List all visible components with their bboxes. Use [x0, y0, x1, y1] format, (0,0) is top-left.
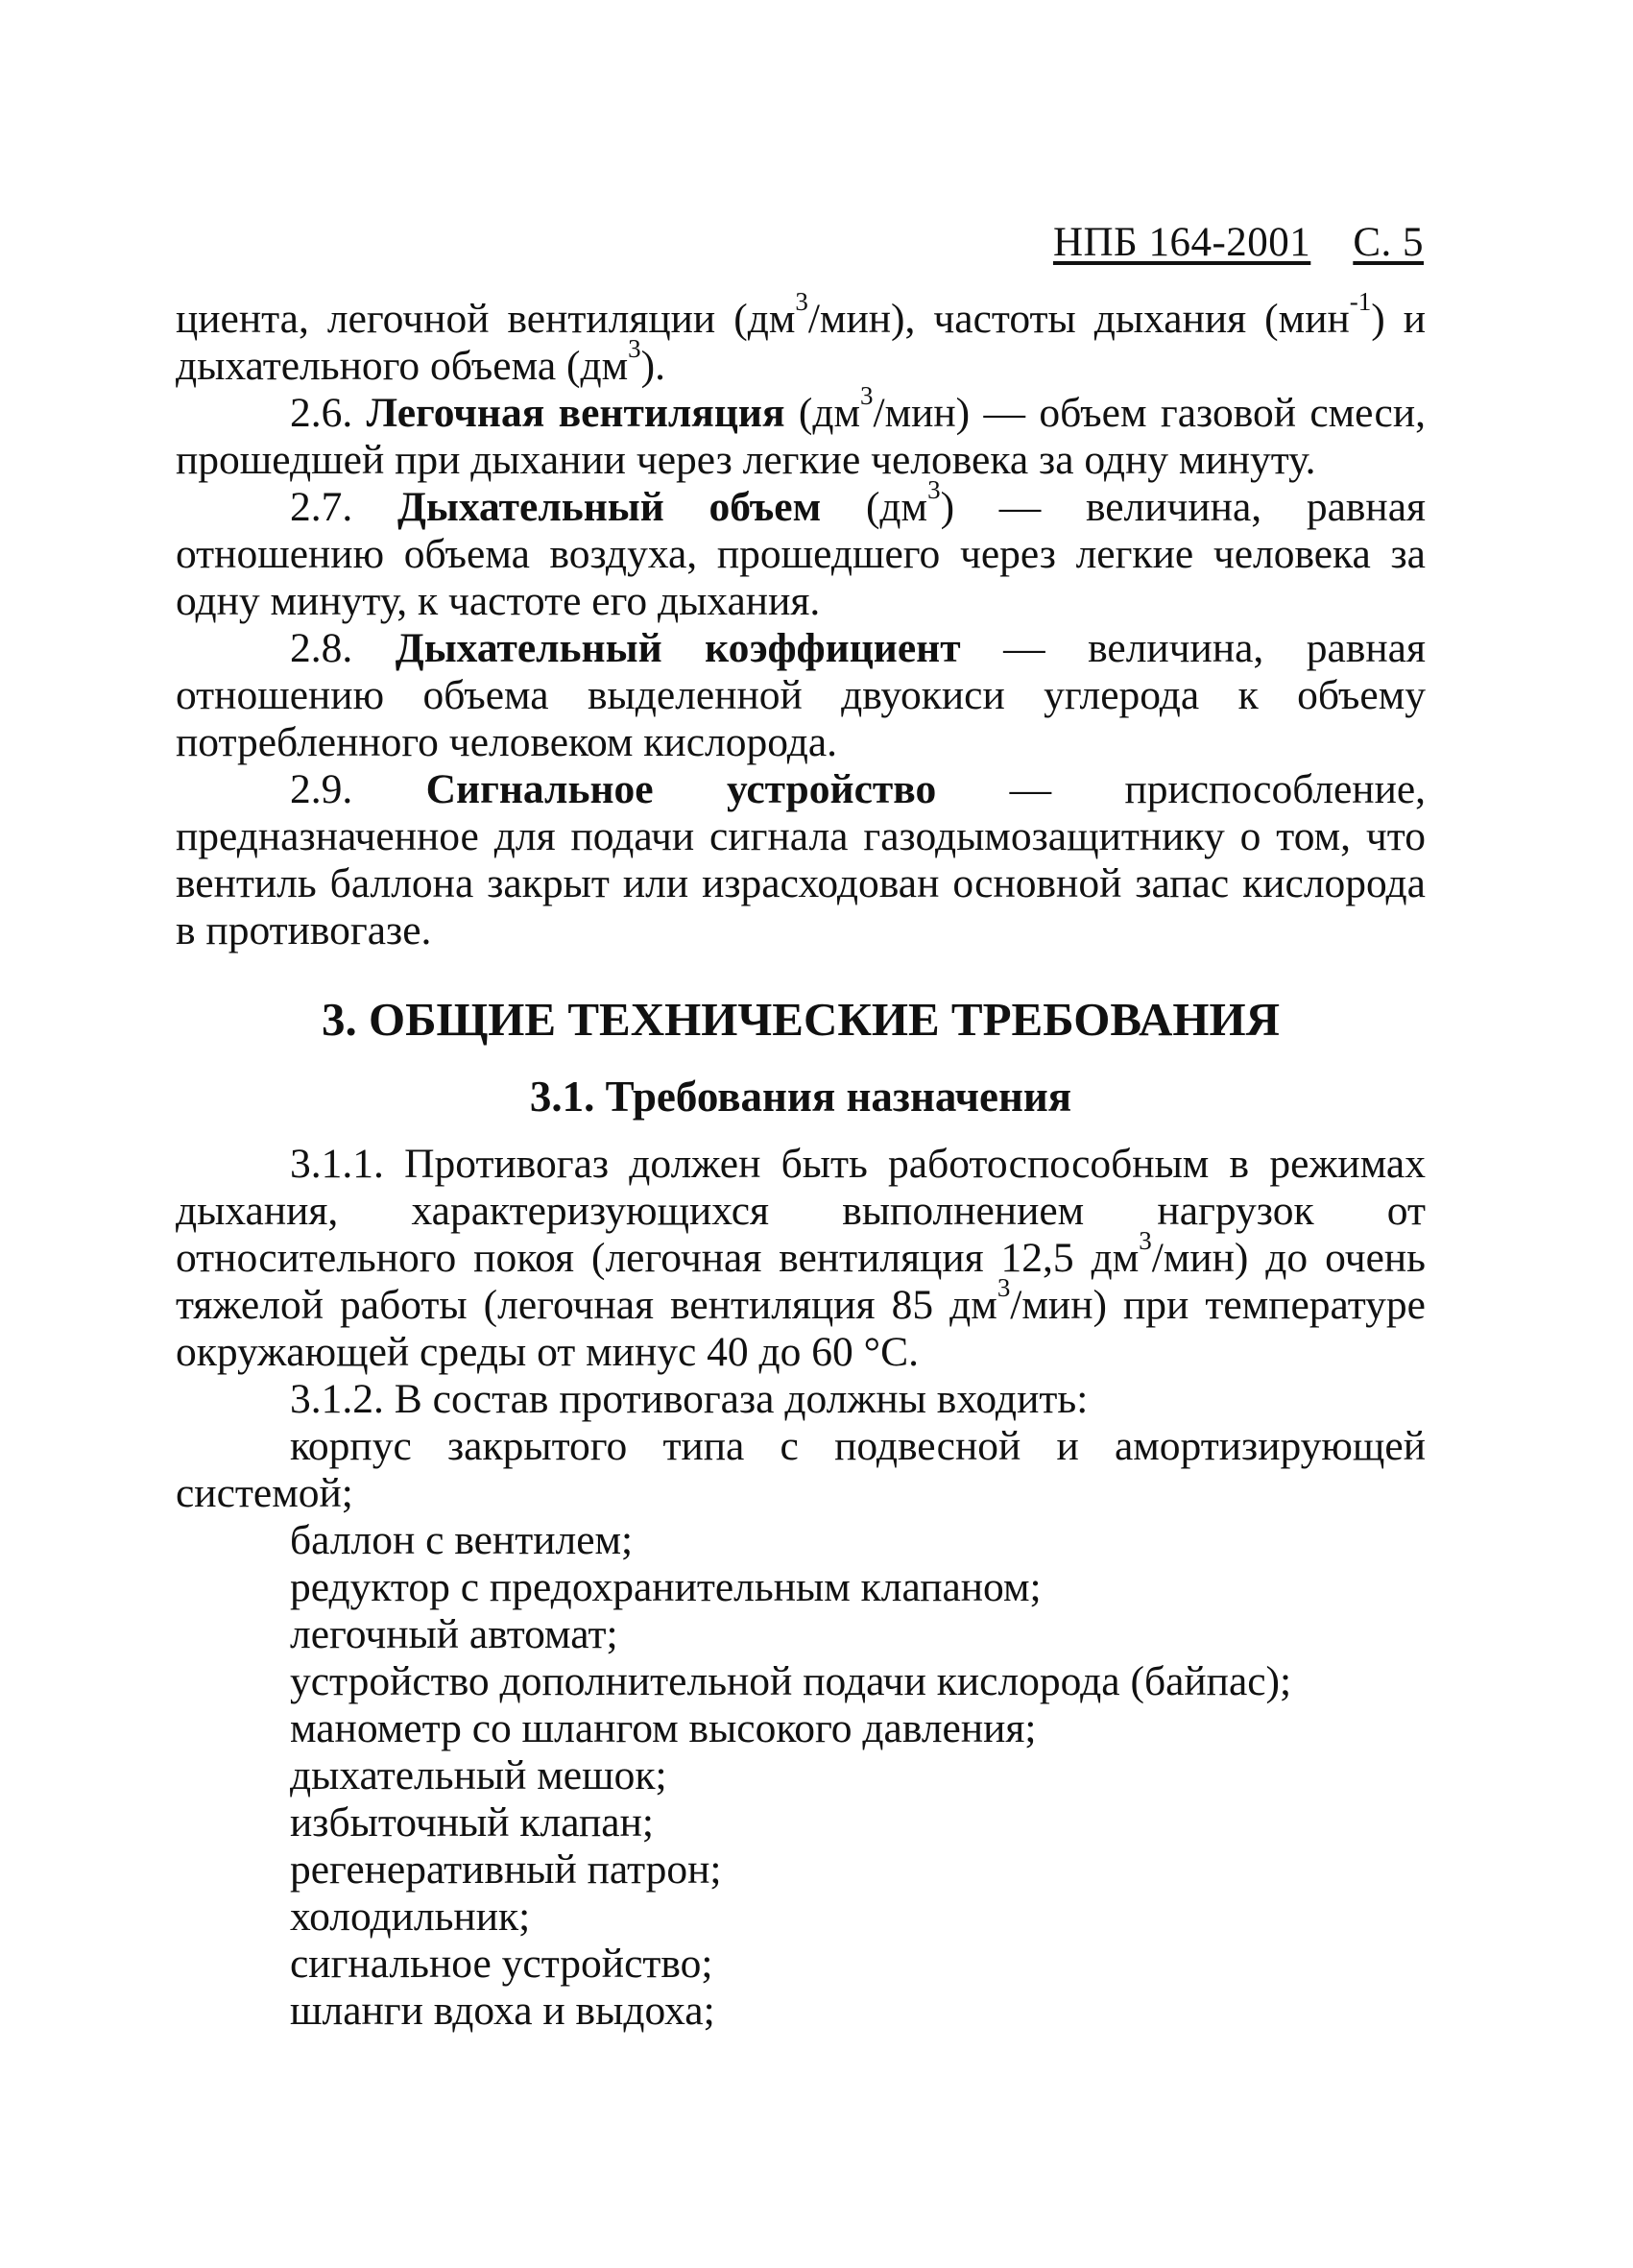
definition-2-8: 2.8. Дыхательный коэффициент — величина, равная отношению объема выделенной двуокиси углерода к объему потребленного человеком кислорода.: [176, 625, 1427, 765]
list-item: манометр со шлангом высокого давления;: [290, 1705, 1037, 1751]
list-item: избыточный клапан;: [290, 1799, 654, 1846]
term-respiratory-coefficient: Дыхательный коэффициент: [395, 625, 961, 671]
list-item: дыхательный мешок;: [290, 1752, 667, 1798]
definition-2-9: 2.9. Сигнальное устройство — приспособление, предназначенное для подачи сигнала газодымозащитнику о том, что вентиль баллона закрыт или израсходован основной запас кислорода в противогазе.: [176, 766, 1427, 953]
list-item: сигнальное устройство;: [290, 1941, 713, 1987]
body-text: [176, 287, 1427, 2035]
list-item: баллон с вентилем;: [290, 1517, 634, 1563]
section-heading-3: 3. ОБЩИЕ ТЕХНИЧЕСКИЕ ТРЕБОВАНИЯ: [321, 993, 1281, 1046]
list-item: корпус закрытого типа с подвесной и амортизирующей системой;: [176, 1423, 1426, 1516]
document-code: НПБ 164-2001: [1052, 220, 1311, 265]
list-item: холодильник;: [290, 1894, 531, 1940]
definition-2-6: 2.6. Легочная вентиляция $(дм^3/мин)$ — объем газовой смеси, прошедшей при дыхании через легкие человека за одну минуту.: [176, 381, 1427, 483]
clause-3-1-1: 3.1.1. Противогаз должен быть работоспособным в режимах дыхания, характеризующихся выполнением нагрузок от относительного покоя (легочная вентиляция 12,5 $дм^3/мин$) до очень тяжелой работы (легочная вентиляция 85 $дм^3/мин$) при температуре окружающей среды от минус 40 до 60 °С.: [176, 1141, 1426, 1375]
page-number: С. 5: [1353, 220, 1424, 265]
list-item: устройство дополнительной подачи кислорода (байпас);: [290, 1658, 1292, 1704]
definition-2-7: 2.7. Дыхательный объем $(дм^3)$ — величина, равная отношению объема воздуха, прошедшего через легкие человека за одну минуту, к частоте его дыхания.: [176, 475, 1427, 624]
subsection-heading-3-1: 3.1. Требования назначения: [529, 1073, 1072, 1121]
list-item: легочный автомат;: [290, 1611, 618, 1657]
clause-3-1-2: 3.1.2. В состав противогаза должны входить:: [290, 1376, 1089, 1422]
list-item: шланги вдоха и выдоха;: [290, 1988, 715, 2034]
list-item: редуктор с предохранительным клапаном;: [290, 1564, 1042, 1610]
term-signal-device: Сигнальное устройство: [425, 766, 937, 812]
continuation-paragraph: циента, легочной вентиляции $(дм^3/мин)$, частоты дыхания (мин$^{-1}$) и дыхательного объема $(дм^3)$.: [176, 287, 1426, 389]
page-header: [1053, 219, 1424, 266]
list-item: регенеративный патрон;: [290, 1846, 722, 1893]
term-lung-ventilation: Легочная вентиляция: [366, 390, 785, 436]
term-tidal-volume: Дыхательный объем: [396, 484, 822, 530]
